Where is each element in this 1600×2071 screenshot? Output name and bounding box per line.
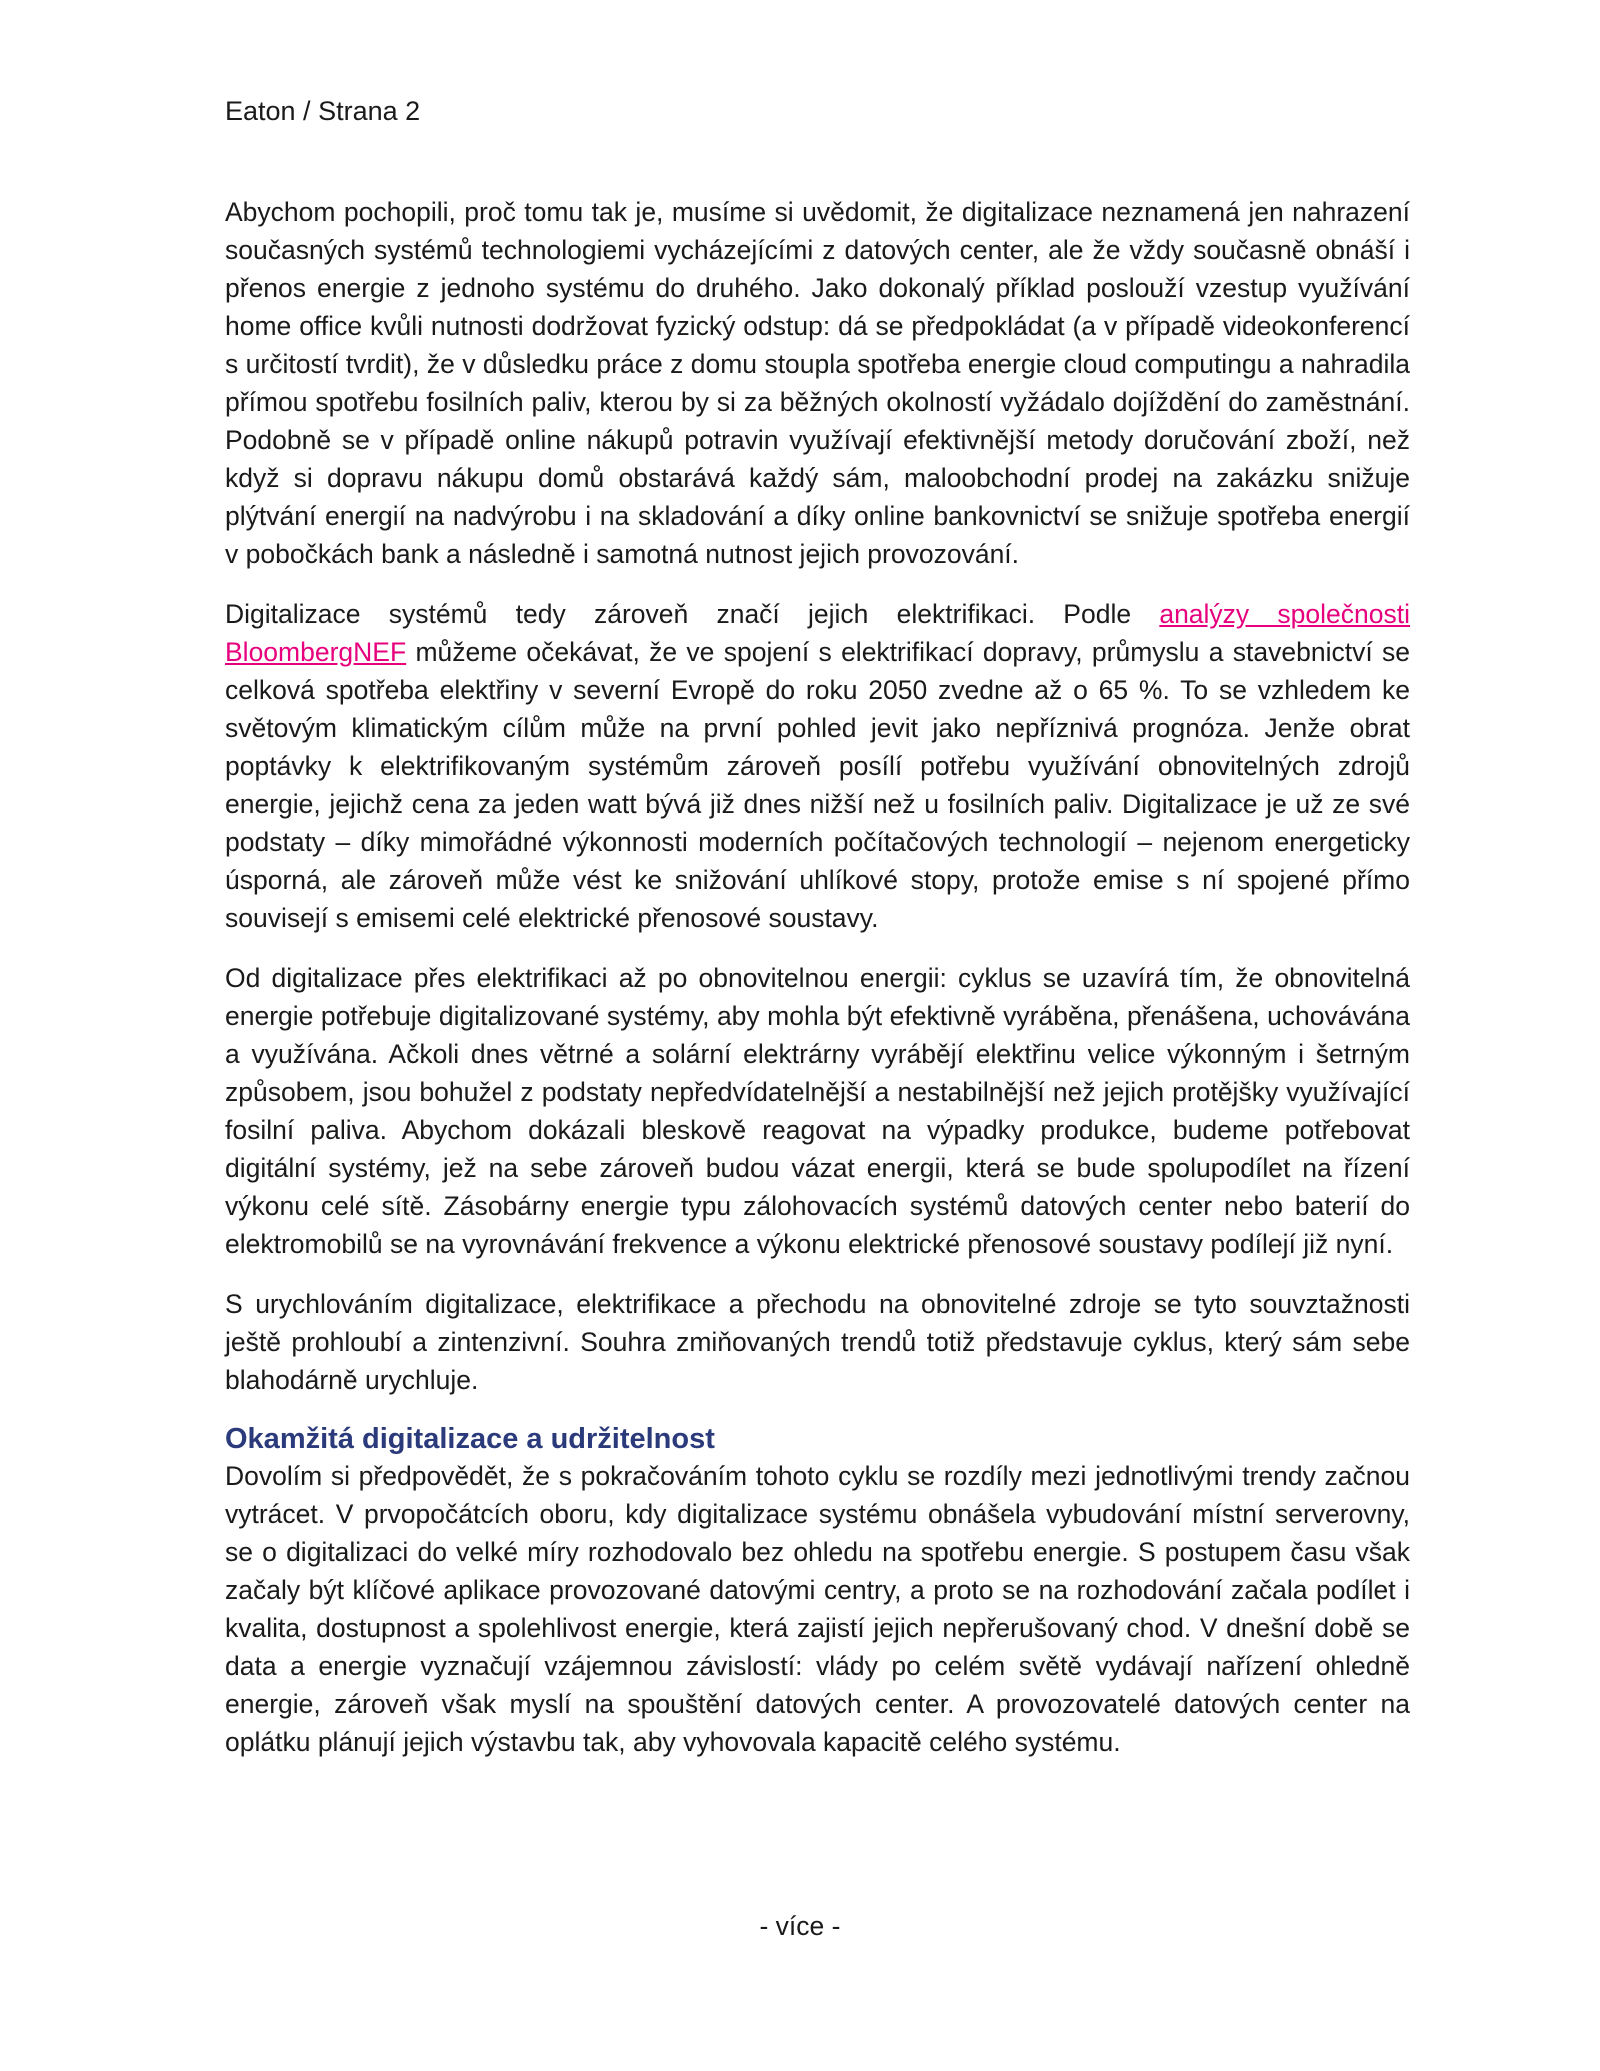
- paragraph-1: Abychom pochopili, proč tomu tak je, musíme si uvědomit, že digitalizace neznamená jen nahrazení současných systémů technologiemi vycházejícími z datových center, ale že vždy současně obnáší i přenos energie z jednoho systému do druhého. Jako dokonalý příklad poslouží vzestup využívání home office kvůli nutnosti dodržovat fyzický odstup: dá se předpokládat (a v případě videokonferencí s určitostí tvrdit), že v důsledku práce z domu stoupla spotřeba energie cloud computingu a nahradila přímou spotřebu fosilních paliv, kterou by si za běžných okolností vyžádalo dojíždění do zaměstnání. Podobně se v případě online nákupů potravin využívají efektivnější metody doručování zboží, než když si dopravu nákupu domů obstarává každý sám, maloobchodní prodej na zakázku snižuje plýtvání energií na nadvýrobu i na skladování a díky online bankovnictví se snižuje spotřeba energií v pobočkách bank a následně i samotná nutnost jejich provozování.: [225, 197, 1410, 569]
- continuation-marker: - více -: [759, 1911, 841, 1941]
- paragraph-3: Od digitalizace přes elektrifikaci až po obnovitelnou energii: cyklus se uzavírá tím, že obnovitelná energie potřebuje digitalizované systémy, aby mohla být efektivně vyráběna, přenášena, uchovávána a využívána. Ačkoli dnes větrné a solární elektrárny vyrábějí elektřinu velice výkonným i šetrným způsobem, jsou bohužel z podstaty nepředvídatelnější a nestabilnější než jejich protějšky využívající fosilní paliva. Abychom dokázali bleskově reagovat na výpadky produkce, budeme potřebovat digitální systémy, jež na sebe zároveň budou vázat energii, která se bude spolupodílet na řízení výkonu celé sítě. Zásobárny energie typu zálohovacích systémů datových center nebo baterií do elektromobilů se na vyrovnávání frekvence a výkonu elektrické přenosové soustavy podílejí již nyní.: [225, 963, 1410, 1259]
- paragraph-2: [225, 595, 1410, 937]
- paragraph-4: S urychlováním digitalizace, elektrifikace a přechodu na obnovitelné zdroje se tyto souvztažnosti ještě prohloubí a zintenzivní. Souhra zmiňovaných trendů totiž představuje cyklus, který sám sebe blahodárně urychluje.: [225, 1289, 1410, 1395]
- article-body: [225, 193, 1410, 1761]
- running-header: Eaton / Strana 2: [225, 96, 421, 126]
- bloombergnef-analysis-link[interactable]: analýzy společnosti BloombergNEF: [225, 599, 1410, 667]
- paragraph-2-intro: Digitalizace systémů tedy zároveň značí jejich elektrifikaci. Podle: [225, 599, 1160, 629]
- paragraph-5: Dovolím si předpovědět, že s pokračováním tohoto cyklu se rozdíly mezi jednotlivými trendy začnou vytrácet. V prvopočátcích oboru, kdy digitalizace systému obnášela vybudování místní serverovny, se o digitalizaci do velké míry rozhodovalo bez ohledu na spotřebu energie. S postupem času však začaly být klíčové aplikace provozované datovými centry, a proto se na rozhodování začala podílet i kvalita, dostupnost a spolehlivost energie, která zajistí jejich nepřerušovaný chod. V dnešní době se data a energie vyznačují vzájemnou závislostí: vlády po celém světě vydávají nařízení ohledně energie, zároveň však myslí na spouštění datových center. A provozovatelé datových center na oplátku plánují jejich výstavbu tak, aby vyhovovala kapacitě celého systému.: [225, 1461, 1410, 1757]
- paragraph-2-rest: můžeme očekávat, že ve spojení s elektrifikací dopravy, průmyslu a stavebnictví se celková spotřeba elektřiny v severní Evropě do roku 2050 zvedne až o 65 %. To se vzhledem ke světovým klimatickým cílům může na první pohled jevit jako nepříznivá prognóza. Jenže obrat poptávky k elektrifikovaným systémům zároveň posílí potřebu využívání obnovitelných zdrojů energie, jejichž cena za jeden watt bývá již dnes nižší než u fosilních paliv. Digitalizace je už ze své podstaty – díky mimořádné výkonnosti moderních počítačových technologií – nejenom energeticky úsporná, ale zároveň může vést ke snižování uhlíkové stopy, protože emise s ní spojené přímo souvisejí s emisemi celé elektrické přenosové soustavy.: [225, 637, 1410, 933]
- section-heading: Okamžitá digitalizace a udržitelnost: [225, 1423, 715, 1455]
